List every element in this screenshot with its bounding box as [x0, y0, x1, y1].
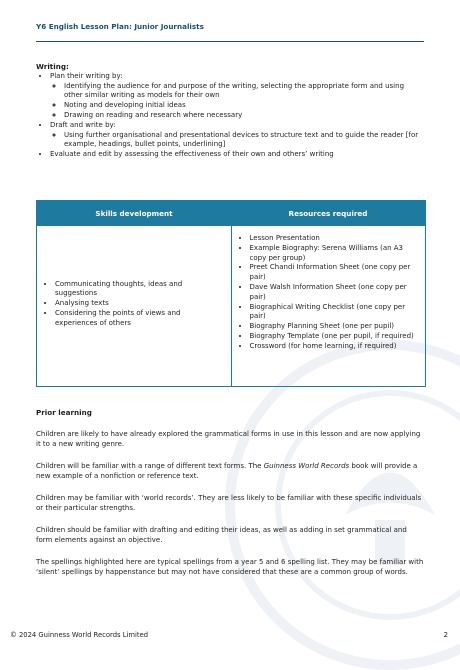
- resources-list: [236, 234, 418, 352]
- plan-sublist: [50, 82, 424, 121]
- column-header-resources: Resources required: [288, 209, 368, 218]
- writing-heading: Writing:: [36, 62, 69, 71]
- list-item: • Dave Walsh Information Sheet (one copy per pair): [250, 283, 418, 303]
- list-item: • Biography Template (one per pupil, if required): [250, 332, 418, 342]
- list-item: ◦ Identifying the audience for and purpose of the writing, selecting the appropriate form and using other similar writing as models for their own: [64, 82, 424, 102]
- column-header-skills: Skills development: [95, 209, 173, 218]
- writing-list: [36, 72, 424, 160]
- list-item: • Considering the points of views and experiences of others: [55, 309, 223, 329]
- list-item: • Analysing texts: [55, 299, 223, 309]
- list-item: • Example Biography: Serena Williams (an A3 copy per group): [250, 244, 418, 264]
- prior-learning-section: [36, 408, 424, 590]
- table-header-row: [37, 201, 425, 226]
- list-item: • Preet Chandi Information Sheet (one copy per pair): [250, 263, 418, 283]
- prior-learning-paragraph: Children are likely to have already explored the grammatical forms in use in this lesson and are now applying it to a new writing genre.: [36, 430, 421, 448]
- list-item: ◦ Noting and developing initial ideas: [64, 101, 424, 111]
- table-row: [37, 226, 425, 386]
- text-run: book will provide a new example of a nonfiction or reference text.: [36, 462, 418, 480]
- list-item: • Communicating thoughts, ideas and suggestions: [55, 280, 223, 300]
- skills-resources-table: [36, 200, 426, 387]
- draft-label: Draft and write by:: [50, 120, 116, 129]
- writing-item-draft: [50, 121, 424, 150]
- writing-section: [36, 62, 424, 160]
- footer-page-number: 2: [443, 631, 448, 639]
- skills-cell: [37, 226, 232, 386]
- list-item: ◦ Using further organisational and presentational devices to structure text and to guide the reader [for example, headings, bullet points, underlining]: [64, 131, 424, 151]
- prior-learning-paragraph: [36, 462, 424, 482]
- prior-learning-paragraph: Children should be familiar with drafting and editing their ideas, as well as adding in set grammatical and form elements against an objective.: [36, 526, 407, 544]
- prior-learning-paragraph: The spellings highlighted here are typical spellings from a year 5 and 6 spelling list. They may be familiar with ‘silent’ spellings by happenstance but may not have considered that these are a common group of words.: [36, 558, 424, 576]
- list-item: ◦ Drawing on reading and research where necessary: [64, 111, 424, 121]
- list-item: • Lesson Presentation: [250, 234, 418, 244]
- skills-list: [41, 280, 223, 329]
- draft-sublist: [50, 131, 424, 151]
- document-header-title: Y6 English Lesson Plan: Junior Journalists: [36, 22, 204, 31]
- header-divider: [36, 41, 424, 42]
- writing-item-plan: [50, 72, 424, 121]
- footer-copyright: © 2024 Guinness World Records Limited: [10, 631, 149, 639]
- list-item: • Crossword (for home learning, if required): [250, 342, 418, 352]
- book-title-italic: Guinness World Records: [263, 462, 350, 471]
- resources-cell: [232, 226, 426, 386]
- list-item: • Biography Planning Sheet (one per pupil): [250, 322, 418, 332]
- list-item: • Biographical Writing Checklist (one copy per pair): [250, 303, 418, 323]
- text-run: Children will be familiar with a range of different text forms. The: [36, 462, 264, 471]
- prior-learning-paragraph: Children may be familiar with ‘world records’. They are less likely to be familiar with these specific individuals or their particular strengths.: [36, 494, 422, 512]
- prior-learning-heading: Prior learning: [36, 408, 92, 417]
- writing-item-evaluate: • Evaluate and edit by assessing the effectiveness of their own and others’ writing: [50, 150, 424, 160]
- plan-label: Plan their writing by:: [50, 71, 123, 80]
